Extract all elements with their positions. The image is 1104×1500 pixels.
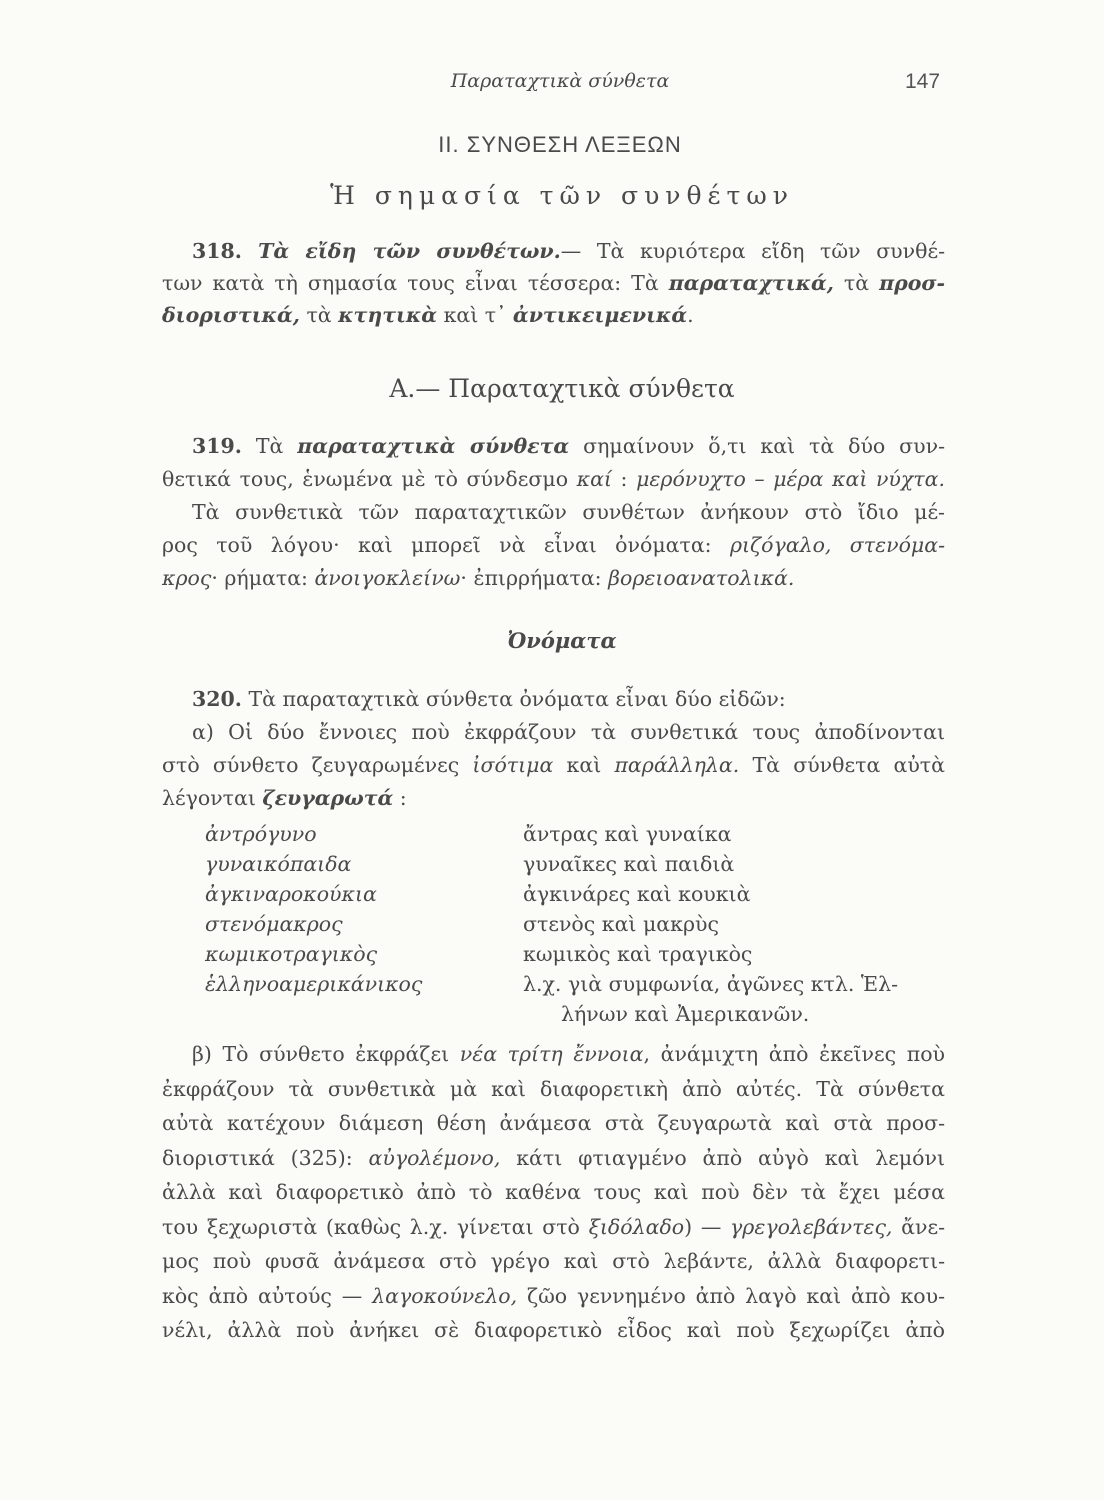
text-segment: · ἐπιρρήματα:: [460, 566, 609, 590]
text-segment: Τὰ: [241, 434, 298, 458]
text-segment: θετικά τους, ἑνωμένα μὲ τὸ σύνδεσμο: [162, 467, 577, 491]
compounds-table: [205, 819, 898, 1029]
table-row: [205, 939, 898, 969]
paragraph-number: 320.: [192, 687, 242, 711]
table-row: [205, 819, 898, 849]
text-segment: ἄνε-: [892, 1214, 945, 1239]
table-row: [205, 999, 898, 1029]
text-segment: νέλι, ἀλλὰ ποὺ ἀνήκει σὲ διαφορετικὸ εἶδος καὶ ποὺ ξεχωρίζει ἀπὸ: [162, 1318, 945, 1342]
compound-meaning: λ.χ. γιὰ συμφωνία, ἀγῶνες κτλ. Ἑλ-: [523, 972, 899, 996]
paragraph-320: [162, 683, 945, 815]
text-segment: διοριστικά (325):: [162, 1145, 369, 1170]
text-line: [162, 683, 945, 716]
text-line: [162, 496, 945, 529]
text-line: [162, 299, 945, 331]
table-row: [205, 909, 898, 939]
compound-meaning: γυναῖκες καὶ παιδιὰ: [523, 852, 735, 876]
emphasized-text: ἀνοιγοκλείνω: [314, 566, 461, 590]
emphasized-text: μερόνυχτο – μέρα καὶ νύχτα.: [636, 467, 945, 491]
table-row: [205, 849, 898, 879]
compound-word: στενόμακρος: [205, 912, 343, 936]
text-segment: β) Τὸ σύνθετο ἐκφράζει: [192, 1042, 460, 1066]
emphasized-text: παραταχτικά,: [668, 271, 834, 295]
table-row: [205, 879, 898, 909]
paragraph-320-beta: [162, 1037, 945, 1348]
text-segment: .: [687, 303, 694, 327]
text-line: [162, 430, 945, 463]
text-segment: σημαίνουν ὅ,τι καὶ τὰ δύο συν-: [569, 434, 945, 458]
compound-word: ἀγκιναροκούκια: [205, 882, 377, 906]
emphasized-text: κτητικὰ: [338, 303, 438, 327]
paragraph-318: [162, 235, 945, 331]
paragraph-319: [162, 430, 945, 595]
text-line: [162, 1313, 945, 1348]
emphasized-text: καί: [576, 467, 612, 491]
compound-meaning: λήνων καὶ Ἀμερικανῶν.: [561, 1002, 810, 1026]
text-segment: :: [611, 467, 637, 491]
text-segment: :: [393, 786, 407, 810]
emphasized-text: διοριστικά,: [162, 303, 300, 327]
text-line: [162, 1244, 945, 1279]
emphasized-text: προσ-: [879, 271, 945, 295]
text-segment: κὸς ἀπὸ αὐτούς —: [162, 1283, 373, 1308]
text-segment: κάτι φτιαγμένο ἀπὸ αὐγὸ καὶ λεμόνι: [500, 1145, 945, 1170]
emphasized-text: παραταχτικὰ σύνθετα: [297, 434, 570, 458]
text-segment: του ξεχωριστὰ (καθὼς λ.χ. γίνεται στὸ: [162, 1214, 589, 1239]
compound-word: ἀντρόγυνο: [205, 822, 317, 846]
table-row: [205, 969, 898, 999]
emphasized-text: βορειοανατολικά.: [608, 566, 795, 590]
text-segment: ἀλλὰ καὶ διαφορετικὸ ἀπὸ τὸ καθένα τους καὶ ποὺ δὲν τὰ ἔχει μέσα: [162, 1180, 945, 1204]
emphasized-text: νέα τρίτη ἔννοια: [459, 1042, 644, 1066]
text-line: [162, 1141, 945, 1176]
text-segment: ρος τοῦ λόγου· καὶ μπορεῖ νὰ εἶναι ὀνόματα:: [162, 533, 730, 557]
emphasized-text: ξιδόλαδο: [588, 1214, 685, 1239]
compound-meaning: κωμικὸς καὶ τραγικὸς: [523, 942, 753, 966]
emphasized-text: Τὰ εἴδη τῶν συνθέτων.: [241, 239, 561, 263]
emphasized-text: λαγοκούνελο,: [372, 1283, 518, 1308]
emphasized-text: ἀντικειμενικά: [512, 303, 688, 327]
section-title: Ἡ σημασία τῶν συνθέτων: [330, 181, 794, 210]
text-segment: καὶ: [553, 753, 615, 777]
text-segment: τὰ: [299, 303, 339, 327]
paragraph-number: 318.: [192, 239, 242, 263]
text-segment: , ἀνάμιχτη ἀπὸ ἐκεῖνες ποὺ: [643, 1042, 945, 1066]
text-segment: ζῶο γεννημένο ἀπὸ λαγὸ καὶ ἀπὸ κου-: [517, 1283, 945, 1308]
text-line: [162, 267, 945, 299]
text-line: [162, 562, 945, 595]
text-line: [162, 1210, 945, 1245]
text-segment: τὰ: [833, 271, 880, 295]
text-segment: Τὰ συνθετικὰ τῶν παραταχτικῶν συνθέτων ἀνήκουν στὸ ἴδιο μέ-: [192, 500, 945, 524]
text-line: [162, 1175, 945, 1210]
text-line: [162, 1106, 945, 1141]
text-segment: ἐκφράζουν τὰ συνθετικὰ μὰ καὶ διαφορετικὴ ἀπὸ αὐτές. Τὰ σύνθετα: [162, 1076, 945, 1101]
text-line: [162, 716, 945, 749]
compound-meaning: ἄντρας καὶ γυναίκα: [523, 822, 732, 846]
text-segment: ) —: [684, 1214, 731, 1239]
text-segment: αὐτὰ κατέχουν διάμεση θέση ἀνάμεσα στὰ ζευγαρωτὰ καὶ στὰ προσ-: [162, 1111, 945, 1135]
emphasized-text: αὐγολέμονο,: [368, 1145, 501, 1170]
text-line: [162, 463, 945, 496]
compound-word: γυναικόπαιδα: [205, 852, 352, 876]
text-line: [162, 1072, 945, 1107]
compound-word: ἑλληνοαμερικάνικος: [205, 972, 423, 996]
subsection-heading-paratactic: Α.— Παραταχτικὰ σύνθετα: [389, 374, 735, 403]
text-line: [162, 235, 945, 267]
emphasized-text: ριζόγαλο, στενόμα-: [729, 533, 945, 557]
emphasized-text: παράλληλα.: [614, 753, 740, 777]
running-head-title: Παραταχτικὰ σύνθετα: [450, 70, 670, 92]
text-segment: καὶ τ᾽: [437, 303, 513, 327]
text-segment: α) Οἱ δύο ἔννοιες ποὺ ἐκφράζουν τὰ συνθετικά τους ἀποδίνονται: [192, 720, 945, 744]
emphasized-text: ἰσότιμα: [472, 753, 554, 777]
compound-word: κωμικοτραγικὸς: [205, 942, 378, 966]
text-line: [162, 1037, 945, 1072]
text-segment: μος ποὺ φυσᾶ ἀνάμεσα στὸ γρέγο καὶ στὸ λεβάντε, ἀλλὰ διαφορετι-: [162, 1249, 945, 1273]
text-segment: στὸ σύνθετο ζευγαρωμένες: [162, 753, 473, 777]
text-segment: Τὰ παραταχτικὰ σύνθετα ὀνόματα εἶναι δύο εἰδῶν:: [241, 687, 786, 711]
text-segment: — Τὰ κυριότερα εἴδη τῶν συνθέ-: [560, 239, 945, 263]
emphasized-text: ζευγαρωτά: [262, 786, 394, 810]
chapter-heading: II. ΣΥΝΘΕΣΗ ΛΕΞΕΩΝ: [438, 132, 682, 157]
page-number: 147: [905, 70, 941, 93]
text-segment: των κατὰ τὴ σημασία τους εἶναι τέσσερα: Τὰ: [162, 271, 669, 295]
text-segment: Τὰ σύνθετα αὐτὰ: [739, 753, 945, 777]
emphasized-text: κρος: [162, 566, 212, 590]
compound-word: [205, 999, 523, 1029]
compound-meaning: στενὸς καὶ μακρὺς: [523, 912, 719, 936]
text-line: [162, 782, 945, 815]
compound-meaning: ἀγκινάρες καὶ κουκιὰ: [523, 882, 751, 906]
text-segment: · ρήματα:: [211, 566, 315, 590]
text-line: [162, 749, 945, 782]
emphasized-text: γρεγολεβάντες,: [730, 1214, 893, 1239]
text-segment: λέγονται: [162, 786, 263, 810]
paragraph-number: 319.: [192, 434, 242, 458]
subsection-heading-nouns: Ὀνόματα: [507, 628, 617, 653]
text-line: [162, 529, 945, 562]
text-line: [162, 1279, 945, 1314]
